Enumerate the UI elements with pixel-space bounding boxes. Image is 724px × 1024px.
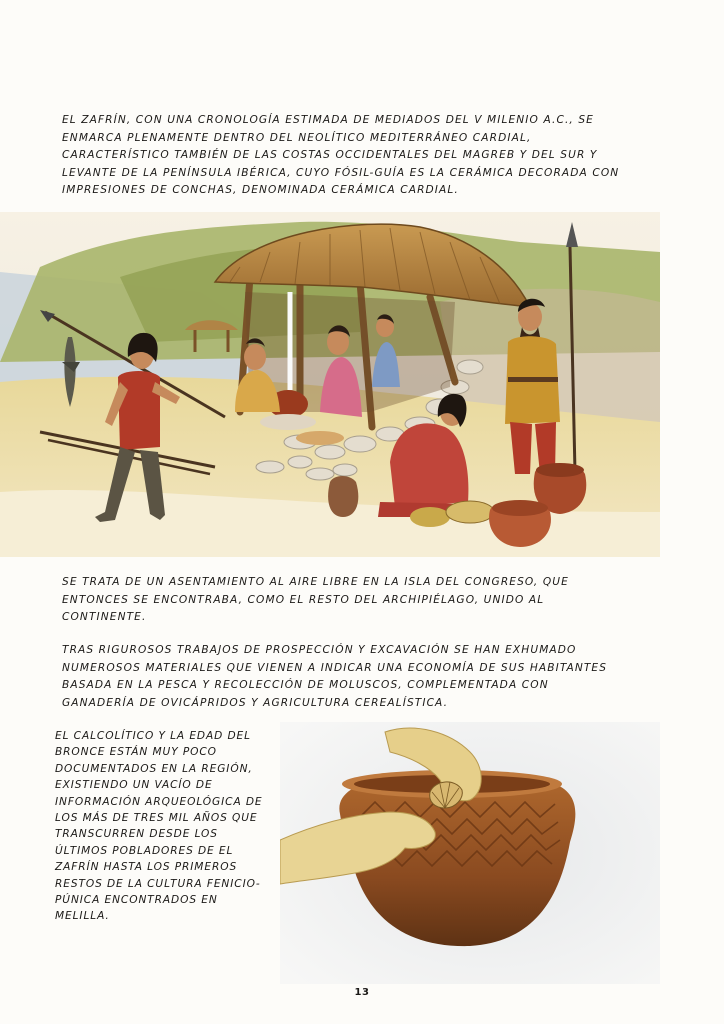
- page-number: 13: [354, 987, 370, 998]
- excavation-paragraph: TRAS RIGUROSOS TRABAJOS DE PROSPECCIÓN Y EXCAVACIÓN SE HAN EXHUMADO NUMEROSOS MATERIALES QUE VIENEN A INDICAR UNA ECONOMÍA DE SUS HABITANTES BASADA EN LA PESCA Y RECOLECCIÓN DE MOLUSCOS, COMPLEMENTADA CON GANADERÍA DE OVICÁPRIDOS Y AGRICULTURA CEREALÍSTICA.: [62, 644, 608, 709]
- cardial-pottery-illustration: [280, 722, 660, 984]
- chalcolithic-paragraph: EL CALCOLÍTICO Y LA EDAD DEL BRONCE ESTÁN MUY POCO DOCUMENTADOS EN LA REGIÓN, EXISTIENDO UN VACÍO DE INFORMACIÓN ARQUEOLÓGICA DE LOS MÁS DE TRES MIL AÑOS QUE TRANSCURREN DESDE LOS ÚLTIMOS POBLADORES DE EL ZAFRÍN HASTA LOS PRIMEROS RESTOS DE LA CULTURA FENICIO-PÚNICA ENCONTRADOS EN MELILLA.: [55, 730, 263, 923]
- settlement-illustration: [0, 212, 660, 557]
- intro-paragraph: EL ZAFRÍN, CON UNA CRONOLOGÍA ESTIMADA DE MEDIADOS DEL V MILENIO A.C., SE ENMARCA PLENAMENTE DENTRO DEL NEOLÍTICO MEDITERRÁNEO CARDIAL, CARACTERÍSTICO TAMBIÉN DE LAS COSTAS OCCIDENTALES DEL MAGREB Y DEL SUR Y LEVANTE DE LA PENÍNSULA IBÉRICA, CUYO FÓSIL-GUÍA ES LA CERÁMICA DECORADA CON IMPRESIONES DE CONCHAS, DENOMINADA CERÁMICA CARDIAL.: [62, 114, 620, 196]
- settlement-paragraph: SE TRATA DE UN ASENTAMIENTO AL AIRE LIBRE EN LA ISLA DEL CONGRESO, QUE ENTONCES SE ENCONTRABA, COMO EL RESTO DEL ARCHIPIÉLAGO, UNIDO AL CONTINENTE.: [62, 576, 569, 623]
